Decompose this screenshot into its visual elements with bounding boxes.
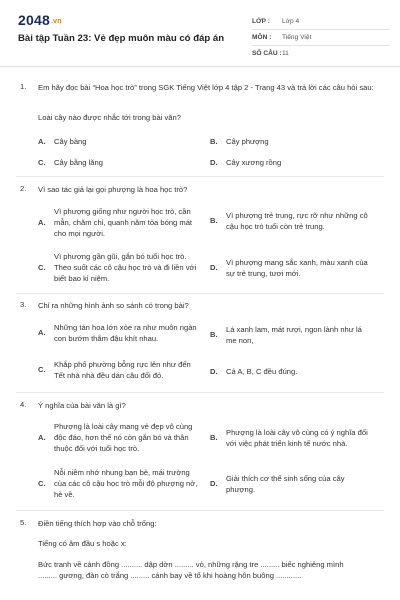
divider — [16, 510, 384, 511]
question-number: 2. — [20, 184, 27, 193]
meta-label: LỚP : — [252, 18, 270, 25]
option-letter: D. — [210, 479, 218, 488]
question-text: Điền tiếng thích hợp vào chỗ trống: — [38, 519, 157, 528]
option-c[interactable] — [38, 359, 208, 381]
option-text: Cây bàng — [54, 137, 87, 146]
question-number: 4. — [20, 400, 27, 409]
option-letter: A. — [38, 433, 46, 442]
option-a[interactable] — [38, 421, 208, 454]
option-d[interactable] — [210, 157, 380, 168]
question-subtext: Loài cây nào được nhắc tới trong bài văn? — [38, 113, 181, 122]
option-text: Những tán hoa lớn xòe ra như muôn ngàn con bướm thắm đậu khít nhau. — [54, 323, 197, 343]
option-text: Phượng là loài cây vô cùng có ý nghĩa đối với việc phát triển kinh tế nước nhà. — [226, 428, 368, 448]
option-b[interactable] — [210, 427, 390, 449]
meta-value: Tiếng Việt — [282, 34, 312, 41]
question-text: Ý nghĩa của bài văn là gì? — [38, 401, 126, 410]
divider — [16, 293, 384, 294]
question-number: 1. — [20, 82, 27, 91]
option-letter: C. — [38, 263, 46, 272]
option-d[interactable] — [210, 257, 390, 279]
option-c[interactable] — [38, 157, 188, 168]
option-text: Vì phượng giống như người học trò, cần mẫn, chăm chỉ, quanh năm tỏa bóng mát cho mọi người. — [54, 207, 193, 238]
option-text: Nỗi niềm nhớ nhung bạn bè, mái trường của các cô cậu học trò mỗi độ phượng nở, hè về. — [54, 468, 198, 499]
option-text: Lá xanh lam, mát rượi, ngon lành như lá me non, — [226, 325, 362, 345]
option-b[interactable] — [210, 324, 390, 346]
option-text: Vì phượng mang sắc xanh, màu xanh của sự trẻ trung, tươi mới. — [226, 258, 368, 278]
option-letter: C. — [38, 479, 46, 488]
option-c[interactable] — [38, 251, 208, 284]
meta-value: 11 — [282, 50, 289, 57]
option-text: Vì phượng gần gũi, gắn bó tuổi học trò. Theo suốt các cô cậu học trò và đi liền với biết bao kỉ niệm. — [54, 252, 197, 283]
option-letter: D. — [210, 263, 218, 272]
option-letter: B. — [210, 137, 218, 146]
fill-in-blank-text[interactable]: Bức tranh về cảnh đồng .......... dập dờn ......... vỏ, những rặng tre ......... biếc nghiêng mình ......... gương, đàn cò trắng ......... cánh bay về tổ khi hoàng hôn buông ............ — [38, 560, 344, 580]
question-text: Em hãy đọc bài “Hoa học trò” trong SGK Tiếng Việt lớp 4 tập 2 - Trang 43 và trả lời các câu hỏi sau: — [38, 83, 374, 92]
question-number: 3. — [20, 300, 27, 309]
meta-row-subject — [252, 30, 390, 46]
page-title: Bài tập Tuần 23: Vẻ đẹp muôn màu có đáp án — [18, 33, 225, 44]
option-text: Phượng là loài cây mang vẻ đẹp vô cùng độc đáo, hơn thế nó còn gắn bó và thân thuộc đối với tuổi học trò. — [54, 422, 193, 453]
option-letter: C. — [38, 365, 46, 374]
option-b[interactable] — [210, 210, 390, 232]
option-c[interactable] — [38, 467, 208, 500]
option-a[interactable] — [38, 136, 188, 147]
option-letter: C. — [38, 158, 46, 167]
option-letter: A. — [38, 218, 46, 227]
divider — [16, 392, 384, 393]
option-letter: D. — [210, 158, 218, 167]
option-text: Cả A, B, C đều đúng. — [226, 367, 298, 376]
option-a[interactable] — [38, 206, 208, 239]
meta-row-class — [252, 14, 390, 30]
option-text: Khắp phố phường bỗng rực lên như đến Tết nhà nhà đều dán câu đối đỏ. — [54, 360, 191, 380]
meta-row-count — [252, 46, 390, 61]
option-d[interactable] — [210, 366, 390, 377]
option-text: Cây bằng lăng — [54, 158, 103, 167]
question-text: Vì sao tác giả lại gọi phượng là hoa học trò? — [38, 185, 188, 194]
option-letter: B. — [210, 216, 218, 225]
option-d[interactable] — [210, 473, 390, 495]
option-text: Vì phượng trẻ trung, rực rỡ như những cô cậu học trò tuổi còn trẻ trung. — [226, 211, 368, 231]
option-text: Cây xương rồng — [226, 158, 282, 167]
option-letter: A. — [38, 328, 46, 337]
meta-value: Lớp 4 — [282, 18, 300, 25]
question-text: Chỉ ra những hình ảnh so sánh có trong bài? — [38, 301, 189, 310]
meta-box — [252, 14, 390, 61]
question-subtext: Tiếng có âm đầu s hoặc x: — [38, 539, 127, 548]
option-text: Giải thích cơ thể sinh sống của cây phượng. — [226, 474, 345, 494]
site-logo[interactable]: 2048.vn — [18, 12, 62, 28]
option-a[interactable] — [38, 322, 208, 344]
option-b[interactable] — [210, 136, 380, 147]
option-letter: D. — [210, 367, 218, 376]
header — [0, 0, 400, 67]
question-number: 5. — [20, 518, 27, 527]
option-letter: A. — [38, 137, 46, 146]
divider — [16, 176, 384, 177]
option-text: Cây phượng — [226, 137, 269, 146]
option-letter: B. — [210, 433, 218, 442]
option-letter: B. — [210, 330, 218, 339]
meta-label: SỐ CÂU : — [252, 50, 282, 57]
meta-label: MÔN : — [252, 34, 272, 41]
